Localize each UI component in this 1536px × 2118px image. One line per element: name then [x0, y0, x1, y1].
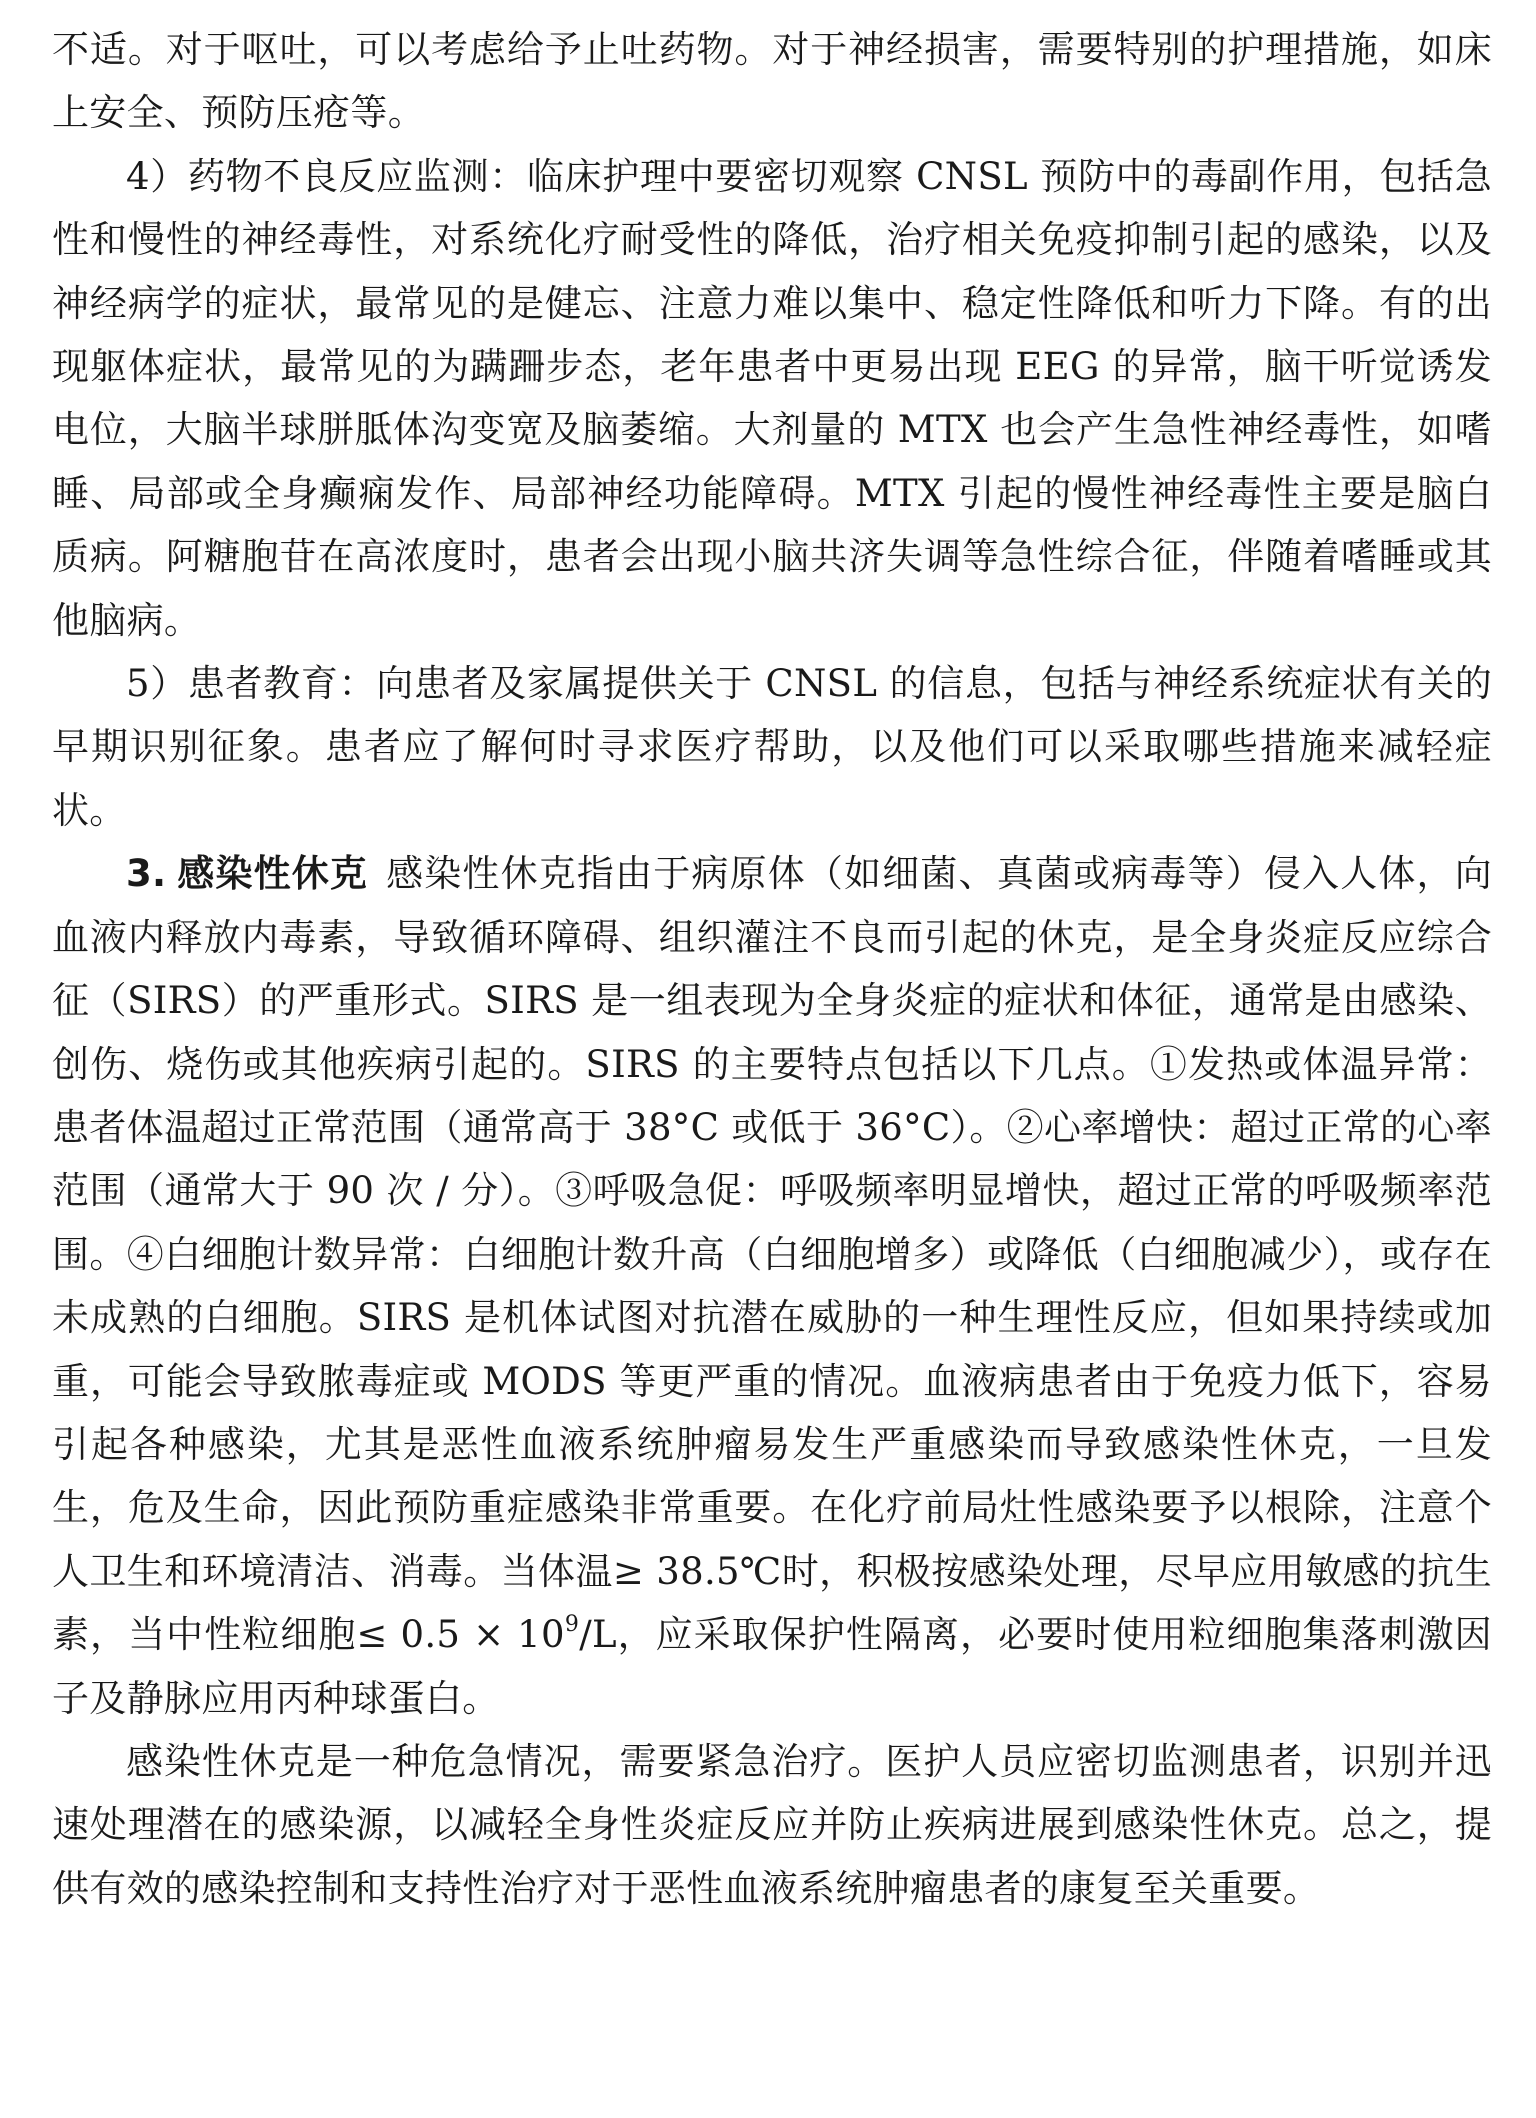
- exponent: 9: [564, 1612, 580, 1638]
- section-title: 感染性休克: [176, 852, 369, 896]
- paragraph-adverse-reaction-monitoring: 4）药物不良反应监测：临床护理中要密切观察 CNSL 预防中的毒副作用，包括急性和慢性的神经毒性，对系统化疗耐受性的降低，治疗相关免疫抑制引起的感染，以及神经病学的症状，最常见的是健忘、注意力难以集中、稳定性降低和听力下降。有的出现躯体症状，最常见的为蹒跚步态，老年患者中更易出现 EEG 的异常，脑干听觉诱发电位，大脑半球胼胝体沟变宽及脑萎缩。大剂量的 MTX 也会产生急性神经毒性，如嗜睡、局部或全身癫痫发作、局部神经功能障碍。MTX 引起的慢性神经毒性主要是脑白质病。阿糖胞苷在高浓度时，患者会出现小脑共济失调等急性综合征，伴随着嗜睡或其他脑病。: [52, 154, 1492, 642]
- paragraph-septic-shock: [52, 842, 1492, 1730]
- section-number: 3.: [126, 852, 167, 896]
- paragraph-continuation: 不适。对于呕吐，可以考虑给予止吐药物。对于神经损害，需要特别的护理措施，如床上安全、预防压疮等。: [52, 28, 1492, 135]
- body-text: [52, 18, 1492, 1920]
- section-body-text: 感染性休克指由于病原体（如细菌、真菌或病毒等）侵入人体，向血液内释放内毒素，导致循环障碍、组织灌注不良而引起的休克，是全身炎症反应综合征（SIRS）的严重形式。SIRS 是一组表现为全身炎症的症状和体征，通常是由感染、创伤、烧伤或其他疾病引起的。SIRS 的主要特点包括以下几点。①发热或体温异常：患者体温超过正常范围（通常高于 38°C 或低于 36°C）。②心率增快：超过正常的心率范围（通常大于 90 次 / 分）。③呼吸急促：呼吸频率明显增快，超过正常的呼吸频率范围。④白细胞计数异常：白细胞计数升高（白细胞增多）或降低（白细胞减少），或存在未成熟的白细胞。SIRS 是机体试图对抗潜在威胁的一种生理性反应，但如果持续或加重，可能会导致脓毒症或 MODS 等更严重的情况。血液病患者由于免疫力低下，容易引起各种感染，尤其是恶性血液系统肿瘤易发生严重感染而导致感染性休克，一旦发生，危及生命，因此预防重症感染非常重要。在化疗前局灶性感染要予以根除，注意个人卫生和环境清洁、消毒。当体温≥ 38.5℃时，积极按感染处理，尽早应用敏感的抗生素，当中性粒细胞≤ 0.5 × 10: [52, 852, 1492, 1657]
- paragraph-patient-education: 5）患者教育：向患者及家属提供关于 CNSL 的信息，包括与神经系统症状有关的早期识别征象。患者应了解何时寻求医疗帮助，以及他们可以采取哪些措施来减轻症状。: [52, 662, 1492, 832]
- paragraph-closing: 感染性休克是一种危急情况，需要紧急治疗。医护人员应密切监测患者，识别并迅速处理潜在的感染源，以减轻全身性炎症反应并防止疾病进展到感染性休克。总之，提供有效的感染控制和支持性治疗对于恶性血液系统肿瘤患者的康复至关重要。: [52, 1739, 1492, 1910]
- section-body-text-end: /L，应采取保护性隔离，必要时使用粒细胞集落刺激因子及静脉应用丙种球蛋白。: [52, 1613, 1492, 1720]
